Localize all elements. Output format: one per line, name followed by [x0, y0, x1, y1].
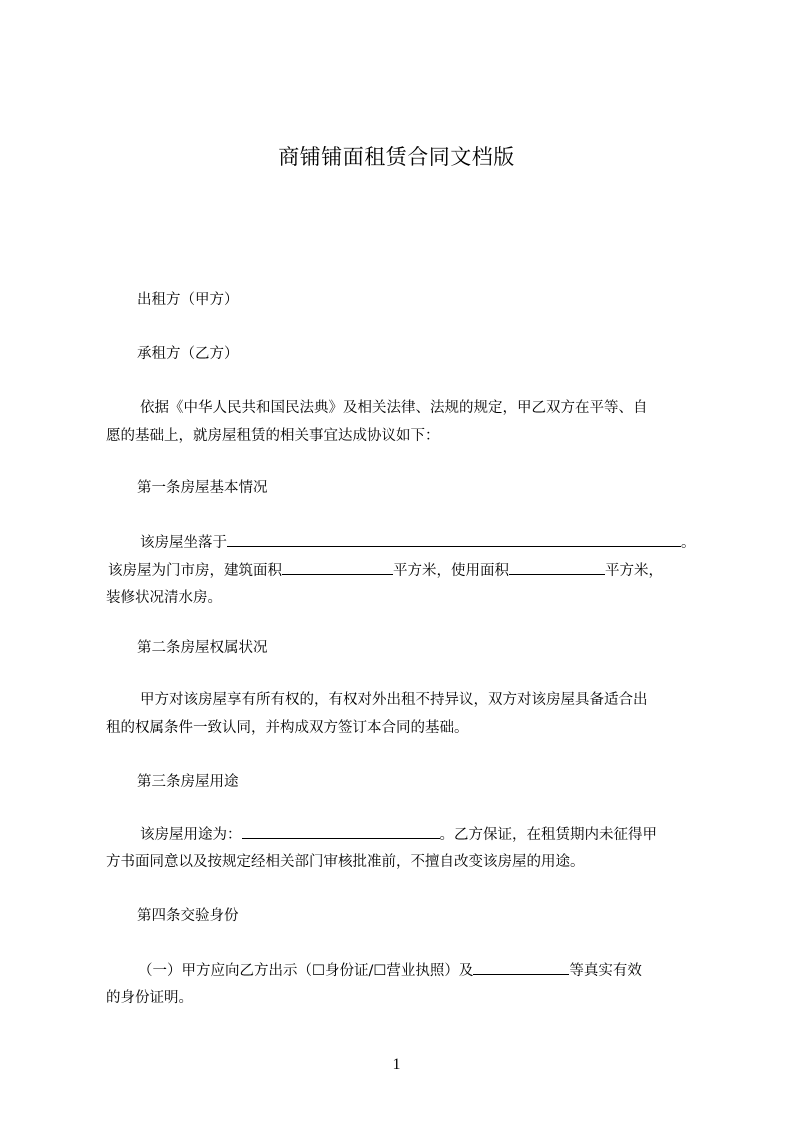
article2-line-2: 租的权属条件一致认同，并构成双方签订本合同的基础。 [106, 720, 469, 736]
article3-use-line [140, 820, 702, 849]
location-label: 该房屋坐落于 [140, 535, 227, 551]
preamble-line-2: 愿的基础上，就房屋租赁的相关事宜达成协议如下： [106, 428, 440, 444]
article3-heading: 第三条房屋用途 [137, 774, 239, 790]
preamble-line-1: 依据《中华人民共和国民法典》及相关法律、法规的规定，甲乙双方在平等、自 [140, 400, 648, 416]
article4-item1-line [138, 956, 702, 985]
lessee-line: 承租方（乙方） [137, 346, 239, 362]
area-unit-1: 平方米，使用面积 [393, 563, 509, 579]
usable-area-blank[interactable] [509, 556, 605, 575]
lessor-line: 出租方（甲方） [137, 292, 239, 308]
building-area-blank[interactable] [282, 556, 393, 575]
use-end: 。乙方保证，在租赁期内未征得甲 [439, 827, 657, 843]
article1-heading: 第一条房屋基本情况 [137, 480, 268, 496]
item1-end: 等真实有效 [569, 963, 642, 979]
location-end: 。 [681, 535, 696, 551]
article2-heading: 第二条房屋权属状况 [137, 640, 268, 656]
article1-area-line [108, 556, 702, 585]
article3-line-2: 方书面同意以及按规定经相关部门审核批准前，不擅自改变该房屋的用途。 [106, 854, 585, 870]
page-number: 1 [392, 1056, 401, 1073]
use-blank[interactable] [242, 820, 440, 839]
article4-heading: 第四条交验身份 [137, 908, 239, 924]
location-blank[interactable] [227, 528, 681, 547]
area-type-text: 该房屋为门市房，建筑面积 [108, 563, 282, 579]
id-document-blank[interactable] [473, 956, 569, 975]
use-label: 该房屋用途为： [140, 827, 242, 843]
document-title: 商铺铺面租赁合同文档版 [278, 145, 515, 169]
item1-start: （一）甲方应向乙方出示（☐身份证/☐营业执照）及 [138, 963, 474, 979]
article1-location-line [140, 528, 702, 557]
article2-line-1: 甲方对该房屋享有所有权的，有权对外出租不持异议，双方对该房屋具备适合出 [140, 692, 648, 708]
article1-decoration-line: 装修状况清水房。 [106, 590, 222, 606]
article4-item1-line-2: 的身份证明。 [106, 990, 193, 1006]
area-unit-2: 平方米， [605, 563, 663, 579]
